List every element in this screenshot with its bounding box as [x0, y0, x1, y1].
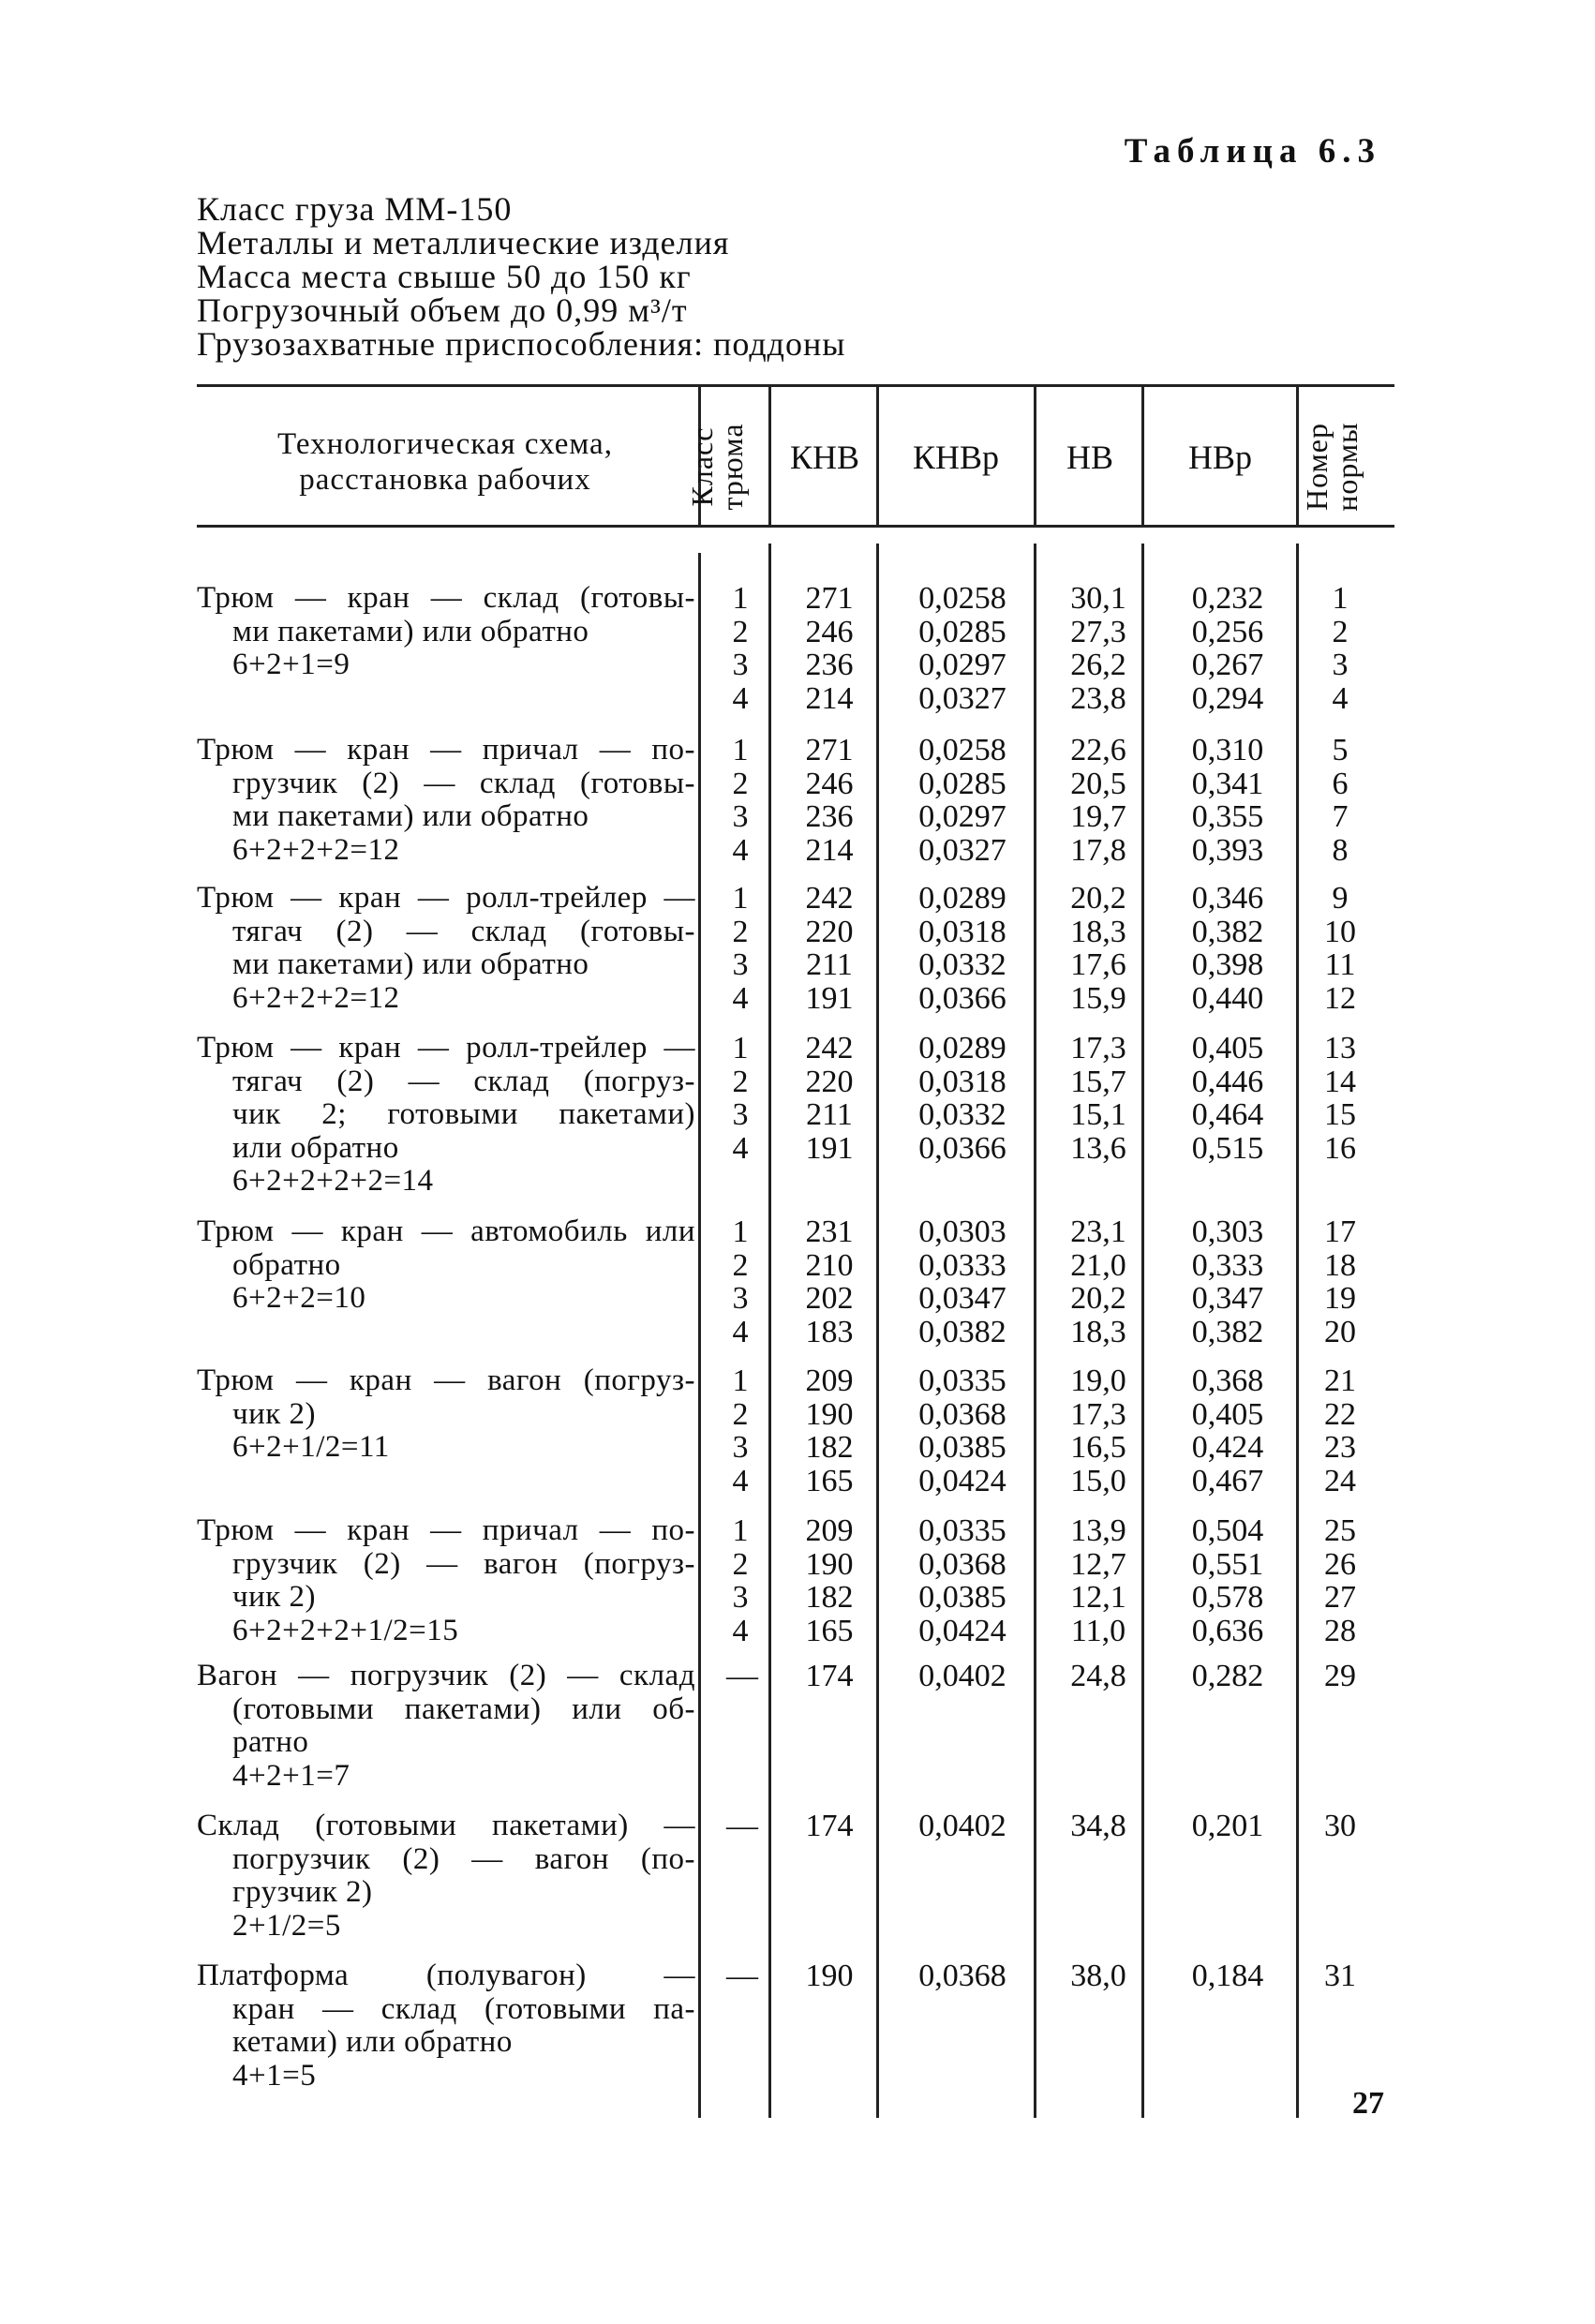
knv-cell: 183 — [805, 1314, 854, 1349]
nv-cell: 12,7 — [1070, 1546, 1126, 1582]
scheme-line: ми пакетами) или обратно — [232, 947, 589, 981]
nvp-cell: 0,578 — [1191, 1580, 1264, 1615]
knvp-cell: 0,0335 — [918, 1363, 1006, 1398]
scheme-line: ми пакетами) или обратно — [232, 614, 589, 648]
knv-cell: 174 — [805, 1809, 854, 1843]
norm-number-cell: 7 — [1332, 799, 1349, 834]
norm-number-cell: 22 — [1324, 1396, 1356, 1432]
scheme-line: Склад (готовыми пакетами) — — [197, 1809, 695, 1842]
nvp-cell: 0,184 — [1191, 1959, 1264, 1993]
nvp-cell: 0,232 — [1191, 581, 1264, 616]
nvp-cell: 0,382 — [1191, 1314, 1264, 1349]
scheme-line: Трюм — кран — вагон (погруз- — [197, 1363, 695, 1397]
nvp-cell: 0,267 — [1191, 648, 1264, 682]
nv-cell: 17,6 — [1070, 947, 1126, 982]
scheme-line: тягач (2) — склад (погруз- — [232, 1064, 695, 1098]
nv-cell: 23,1 — [1070, 1214, 1126, 1249]
header-nvp: НВр — [1187, 439, 1252, 476]
nv-cell: 34,8 — [1070, 1809, 1126, 1843]
scheme-line: обратно — [232, 1247, 341, 1282]
knvp-cell: 0,0327 — [918, 680, 1006, 716]
norm-number-cell: 29 — [1324, 1659, 1356, 1693]
knvp-cell: 0,0285 — [918, 766, 1006, 801]
knv-cell: 210 — [805, 1247, 854, 1283]
norm-number-cell: 16 — [1324, 1130, 1356, 1166]
knvp-cell: 0,0289 — [918, 881, 1006, 916]
scheme-line: грузчик 2) — [232, 1875, 373, 1909]
knvp-cell: 0,0402 — [918, 1809, 1006, 1843]
knvp-cell: 0,0303 — [918, 1214, 1006, 1249]
scheme-line: чик 2) — [232, 1580, 317, 1614]
nv-cell: 13,9 — [1070, 1513, 1126, 1548]
nvp-cell: 0,636 — [1191, 1613, 1264, 1648]
nvp-cell: 0,347 — [1191, 1281, 1264, 1316]
crew-formula: 6+2+2+2+1/2=15 — [232, 1613, 459, 1647]
scheme-line: грузчик (2) — склад (готовы- — [232, 766, 695, 800]
nv-cell: 15,7 — [1070, 1064, 1126, 1099]
scheme-line: Вагон — погрузчик (2) — склад — [197, 1659, 695, 1692]
page-number: 27 — [1352, 2086, 1384, 2121]
scheme-line: Платформа (полувагон) — — [197, 1959, 695, 1992]
crew-formula: 2+1/2=5 — [232, 1908, 341, 1943]
norm-number-cell: 5 — [1332, 733, 1349, 767]
hold-class-cell: 2 — [732, 1396, 749, 1432]
scheme-line: ратно — [232, 1725, 309, 1759]
header-knvp: КНВр — [912, 439, 1000, 476]
scheme-line: ми пакетами) или обратно — [232, 799, 589, 833]
crew-formula: 6+2+2=10 — [232, 1281, 366, 1315]
hold-class-cell: 1 — [732, 1513, 749, 1548]
hold-class-cell: 4 — [732, 1463, 749, 1498]
knv-cell: 190 — [805, 1396, 854, 1432]
knvp-cell: 0,0424 — [918, 1463, 1006, 1498]
nvp-cell: 0,515 — [1191, 1130, 1264, 1166]
norm-number-cell: 11 — [1324, 947, 1356, 982]
knvp-cell: 0,0402 — [918, 1659, 1006, 1693]
knv-cell: 242 — [805, 881, 854, 916]
knvp-cell: 0,0333 — [918, 1247, 1006, 1283]
knv-cell: 182 — [805, 1580, 854, 1615]
nvp-cell: 0,333 — [1191, 1247, 1264, 1283]
hold-class-cell: 4 — [732, 832, 749, 868]
nv-cell: 26,2 — [1070, 648, 1126, 682]
knvp-cell: 0,0347 — [918, 1281, 1006, 1316]
knv-cell: 191 — [805, 980, 854, 1016]
nvp-cell: 0,282 — [1191, 1659, 1264, 1693]
cargo-class: Класс груза ММ-150 — [197, 190, 513, 228]
hold-class-cell: 1 — [732, 581, 749, 616]
scheme-line: Трюм — кран — ролл-трейлер — — [197, 881, 695, 915]
norm-number-cell: 18 — [1324, 1247, 1356, 1283]
header-nv: НВ — [1066, 439, 1113, 476]
crew-formula: 6+2+2+2+2=14 — [232, 1164, 434, 1198]
nvp-cell: 0,446 — [1191, 1064, 1264, 1099]
norm-number-cell: 9 — [1332, 881, 1349, 916]
knv-cell: 220 — [805, 1064, 854, 1099]
knvp-cell: 0,0327 — [918, 832, 1006, 868]
col-divider — [768, 387, 771, 525]
nv-cell: 13,6 — [1070, 1130, 1126, 1166]
hold-class-cell: 1 — [732, 733, 749, 767]
nv-cell: 20,2 — [1070, 1281, 1126, 1316]
nv-cell: 17,3 — [1070, 1031, 1126, 1065]
col-divider — [768, 544, 771, 2118]
nvp-cell: 0,201 — [1191, 1809, 1264, 1843]
norm-number-cell: 28 — [1324, 1613, 1356, 1648]
knvp-cell: 0,0332 — [918, 1097, 1006, 1132]
cargo-mass: Масса места свыше 50 до 150 кг — [197, 258, 692, 295]
nvp-cell: 0,551 — [1191, 1546, 1264, 1582]
hold-class-cell: 4 — [732, 1130, 749, 1166]
crew-formula: 4+1=5 — [232, 2058, 317, 2093]
norm-number-cell: 17 — [1324, 1214, 1356, 1249]
knvp-cell: 0,0332 — [918, 947, 1006, 982]
norm-number-cell: 14 — [1324, 1064, 1356, 1099]
knv-cell: 220 — [805, 914, 854, 949]
norm-number-cell: 24 — [1324, 1463, 1356, 1498]
nvp-cell: 0,346 — [1191, 881, 1264, 916]
scheme-line: (готовыми пакетами) или об- — [232, 1691, 695, 1726]
knvp-cell: 0,0368 — [918, 1396, 1006, 1432]
knv-cell: 191 — [805, 1130, 854, 1166]
knv-cell: 236 — [805, 799, 854, 834]
hold-class-cell: 2 — [732, 1247, 749, 1283]
scheme-line: грузчик (2) — вагон (погруз- — [232, 1546, 695, 1581]
hold-class-cell: 3 — [732, 947, 749, 982]
scheme-line: тягач (2) — склад (готовы- — [232, 914, 695, 948]
hold-class-cell: 2 — [732, 766, 749, 801]
knv-cell: 246 — [805, 766, 854, 801]
col-divider — [1034, 544, 1036, 2118]
nv-cell: 38,0 — [1070, 1959, 1126, 1993]
knvp-cell: 0,0297 — [918, 648, 1006, 682]
knv-cell: 182 — [805, 1430, 854, 1465]
nvp-cell: 0,303 — [1191, 1214, 1264, 1249]
hold-class-cell: 2 — [732, 1546, 749, 1582]
hold-class-cell: 3 — [732, 799, 749, 834]
nvp-cell: 0,504 — [1191, 1513, 1264, 1548]
table-header-rule — [197, 525, 1394, 528]
knvp-cell: 0,0424 — [918, 1613, 1006, 1648]
knvp-cell: 0,0335 — [918, 1513, 1006, 1548]
knv-cell: 202 — [805, 1281, 854, 1316]
col-divider — [1296, 544, 1299, 2118]
nv-cell: 20,5 — [1070, 766, 1126, 801]
knv-cell: 209 — [805, 1363, 854, 1398]
cargo-info — [197, 192, 845, 361]
col-divider — [876, 387, 879, 525]
norm-number-cell: 25 — [1324, 1513, 1356, 1548]
nv-cell: 17,3 — [1070, 1396, 1126, 1432]
norm-number-cell: 23 — [1324, 1430, 1356, 1465]
hold-class-cell: — — [726, 1809, 758, 1843]
hold-class-cell: 1 — [732, 881, 749, 916]
cargo-gear: Грузозахватные приспособления: поддоны — [197, 325, 846, 363]
hold-class-cell: 2 — [732, 614, 749, 649]
norm-number-cell: 27 — [1324, 1580, 1356, 1615]
nvp-cell: 0,405 — [1191, 1031, 1264, 1065]
nvp-cell: 0,256 — [1191, 614, 1264, 649]
norm-number-cell: 2 — [1332, 614, 1349, 649]
hold-class-cell: 4 — [732, 980, 749, 1016]
nv-cell: 15,9 — [1070, 980, 1126, 1016]
knv-cell: 190 — [805, 1959, 854, 1993]
crew-formula: 4+2+1=7 — [232, 1758, 350, 1793]
header-knv: КНВ — [789, 439, 860, 476]
crew-formula: 6+2+1=9 — [232, 648, 350, 681]
knv-cell: 236 — [805, 648, 854, 682]
knv-cell: 174 — [805, 1659, 854, 1693]
nvp-cell: 0,440 — [1191, 980, 1264, 1016]
norm-number-cell: 12 — [1324, 980, 1356, 1016]
knv-cell: 271 — [805, 581, 854, 616]
norm-number-cell: 20 — [1324, 1314, 1356, 1349]
knvp-cell: 0,0289 — [918, 1031, 1006, 1065]
norm-number-cell: 4 — [1332, 680, 1349, 716]
nv-cell: 20,2 — [1070, 881, 1126, 916]
nvp-cell: 0,467 — [1191, 1463, 1264, 1498]
knvp-cell: 0,0368 — [918, 1546, 1006, 1582]
nv-cell: 22,6 — [1070, 733, 1126, 767]
knv-cell: 214 — [805, 832, 854, 868]
scheme-line: Трюм — кран — ролл-трейлер — — [197, 1031, 695, 1065]
nv-cell: 30,1 — [1070, 581, 1126, 616]
norm-number-cell: 10 — [1324, 914, 1356, 949]
hold-class-cell: 2 — [732, 914, 749, 949]
norm-number-cell: 19 — [1324, 1281, 1356, 1316]
col-divider — [1034, 387, 1036, 525]
knvp-cell: 0,0285 — [918, 614, 1006, 649]
hold-class-cell: 1 — [732, 1363, 749, 1398]
hold-class-cell: 1 — [732, 1031, 749, 1065]
knv-cell: 165 — [805, 1463, 854, 1498]
knvp-cell: 0,0382 — [918, 1314, 1006, 1349]
norm-number-cell: 30 — [1324, 1809, 1356, 1843]
knvp-cell: 0,0297 — [918, 799, 1006, 834]
nv-cell: 16,5 — [1070, 1430, 1126, 1465]
nvp-cell: 0,405 — [1191, 1396, 1264, 1432]
crew-formula: 6+2+1/2=11 — [232, 1430, 390, 1464]
nv-cell: 11,0 — [1070, 1613, 1126, 1648]
scheme-line: кран — склад (готовыми па- — [232, 1991, 695, 2026]
nvp-cell: 0,424 — [1191, 1430, 1264, 1465]
knv-cell: 211 — [806, 947, 853, 982]
header-hold-class: Класс трюма — [685, 423, 749, 511]
header-norm-number: Номер нормы — [1300, 422, 1364, 512]
crew-formula: 6+2+2+2=12 — [232, 980, 400, 1015]
norm-number-cell: 3 — [1332, 648, 1349, 682]
scheme-line: кетами) или обратно — [232, 2025, 513, 2059]
scheme-line: погрузчик (2) — вагон (по- — [232, 1841, 695, 1876]
hold-class-cell: — — [726, 1659, 758, 1693]
knvp-cell: 0,0366 — [918, 1130, 1006, 1166]
norm-number-cell: 13 — [1324, 1031, 1356, 1065]
nvp-cell: 0,310 — [1191, 733, 1264, 767]
nv-cell: 24,8 — [1070, 1659, 1126, 1693]
nvp-cell: 0,341 — [1191, 766, 1264, 801]
table-top-rule — [197, 384, 1394, 387]
hold-class-cell: 4 — [732, 680, 749, 716]
col-divider — [698, 553, 701, 2118]
nvp-cell: 0,464 — [1191, 1097, 1264, 1132]
knv-cell: 231 — [805, 1214, 854, 1249]
norm-number-cell: 1 — [1332, 581, 1349, 616]
nv-cell: 23,8 — [1070, 680, 1126, 716]
scheme-line: или обратно — [232, 1130, 399, 1165]
knv-cell: 211 — [806, 1097, 853, 1132]
nvp-cell: 0,398 — [1191, 947, 1264, 982]
cargo-volume: Погрузочный объем до 0,99 м³/т — [197, 291, 688, 329]
table-label: Таблица 6.3 — [1124, 132, 1381, 171]
norm-number-cell: 15 — [1324, 1097, 1356, 1132]
knvp-cell: 0,0366 — [918, 980, 1006, 1016]
nv-cell: 15,1 — [1070, 1097, 1126, 1132]
knvp-cell: 0,0385 — [918, 1580, 1006, 1615]
scheme-line: Трюм — кран — причал — по- — [197, 733, 695, 767]
hold-class-cell: 4 — [732, 1613, 749, 1648]
header-scheme: Технологическая схема, расстановка рабочих — [277, 427, 613, 497]
nv-cell: 12,1 — [1070, 1580, 1126, 1615]
norm-number-cell: 31 — [1324, 1959, 1356, 1993]
norm-number-cell: 26 — [1324, 1546, 1356, 1582]
knvp-cell: 0,0258 — [918, 581, 1006, 616]
hold-class-cell: 3 — [732, 1281, 749, 1316]
scheme-line: чик 2) — [232, 1396, 317, 1431]
col-divider — [876, 544, 879, 2118]
scheme-line: Трюм — кран — склад (готовы- — [197, 581, 695, 615]
scheme-line: Трюм — кран — причал — по- — [197, 1513, 695, 1547]
knvp-cell: 0,0318 — [918, 1064, 1006, 1099]
knvp-cell: 0,0258 — [918, 733, 1006, 767]
hold-class-cell: 4 — [732, 1314, 749, 1349]
knv-cell: 246 — [805, 614, 854, 649]
col-divider — [1296, 387, 1299, 525]
nvp-cell: 0,368 — [1191, 1363, 1264, 1398]
hold-class-cell: 3 — [732, 1580, 749, 1615]
hold-class-cell: 3 — [732, 1430, 749, 1465]
scheme-line: чик 2; готовыми пакетами) — [232, 1097, 695, 1131]
knvp-cell: 0,0368 — [918, 1959, 1006, 1993]
nvp-cell: 0,393 — [1191, 832, 1264, 868]
nvp-cell: 0,294 — [1191, 680, 1264, 716]
norm-number-cell: 21 — [1324, 1363, 1356, 1398]
knv-cell: 165 — [805, 1613, 854, 1648]
nvp-cell: 0,355 — [1191, 799, 1264, 834]
norm-number-cell: 6 — [1332, 766, 1349, 801]
nv-cell: 18,3 — [1070, 914, 1126, 949]
crew-formula: 6+2+2+2=12 — [232, 832, 400, 867]
nv-cell: 17,8 — [1070, 832, 1126, 868]
nv-cell: 27,3 — [1070, 614, 1126, 649]
hold-class-cell: 1 — [732, 1214, 749, 1249]
knv-cell: 190 — [805, 1546, 854, 1582]
norm-number-cell: 8 — [1332, 832, 1349, 868]
hold-class-cell: 3 — [732, 648, 749, 682]
knv-cell: 242 — [805, 1031, 854, 1065]
nv-cell: 21,0 — [1070, 1247, 1126, 1283]
nv-cell: 19,7 — [1070, 799, 1126, 834]
knvp-cell: 0,0385 — [918, 1430, 1006, 1465]
nvp-cell: 0,382 — [1191, 914, 1264, 949]
scheme-line: Трюм — кран — автомобиль или — [197, 1214, 695, 1248]
cargo-description: Металлы и металлические изделия — [197, 224, 730, 261]
nv-cell: 15,0 — [1070, 1463, 1126, 1498]
col-divider — [1141, 387, 1144, 525]
knvp-cell: 0,0318 — [918, 914, 1006, 949]
hold-class-cell: 2 — [732, 1064, 749, 1099]
nv-cell: 18,3 — [1070, 1314, 1126, 1349]
knv-cell: 209 — [805, 1513, 854, 1548]
hold-class-cell: — — [726, 1959, 758, 1993]
hold-class-cell: 3 — [732, 1097, 749, 1132]
knv-cell: 214 — [805, 680, 854, 716]
knv-cell: 271 — [805, 733, 854, 767]
nv-cell: 19,0 — [1070, 1363, 1126, 1398]
